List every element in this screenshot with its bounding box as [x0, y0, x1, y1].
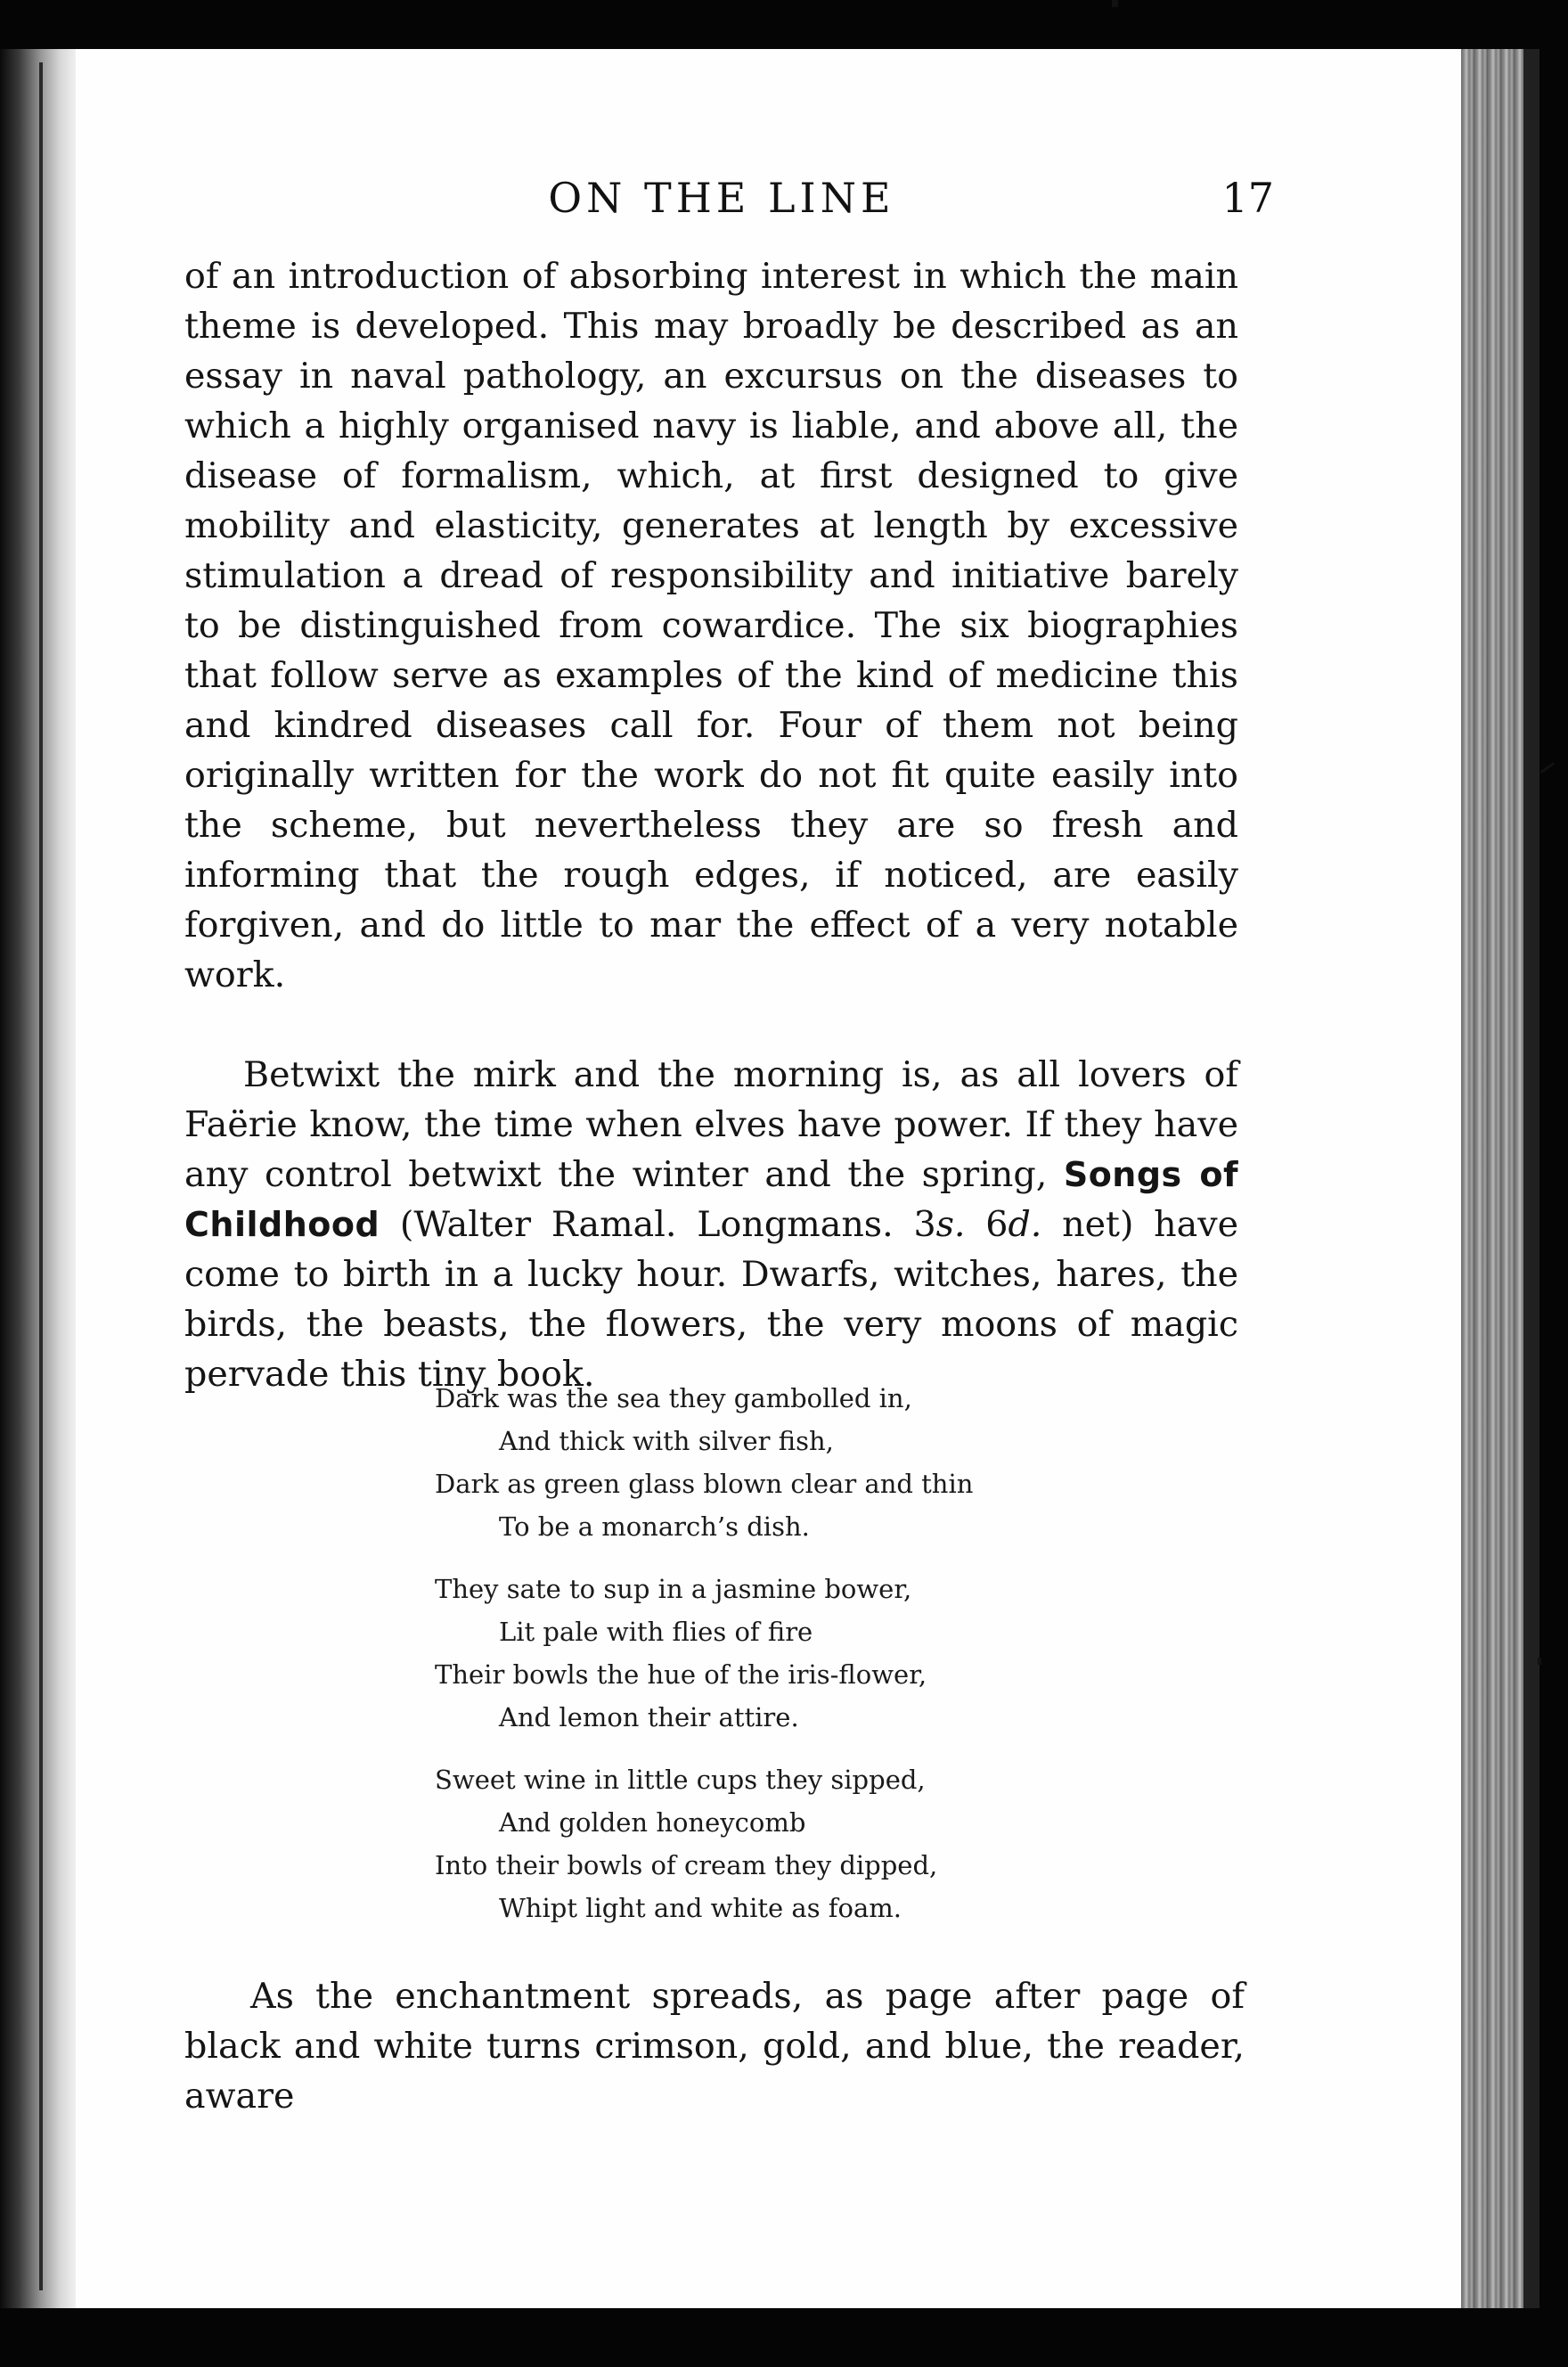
poem-line: Sweet wine in little cups they sipped, [435, 1765, 926, 1795]
scan-speck [1538, 1658, 1541, 1665]
binding-shadow [39, 62, 43, 2290]
pence-abbrev: d. [1008, 1204, 1042, 1245]
poem-stanza-2 [435, 1568, 1058, 1739]
poem [435, 1377, 1058, 1949]
poem-line: Lit pale with flies of fire [499, 1617, 813, 1647]
paragraph-2-text: Betwixt the mirk and the morning is, as all lovers of Faërie know, the time when elves have power. If they have any control betwixt the winter and the spring, [184, 1054, 1238, 1195]
shillings-abbrev: s. [935, 1204, 966, 1245]
paragraph-2-text: net) have come to birth in a lucky hour. Dwarfs, witches, hares, the birds, the beasts, the flowers, the very moons of magic pervade this tiny book. [184, 1204, 1239, 1395]
poem-line: Dark as green glass blown clear and thin [435, 1469, 974, 1499]
poem-line: And golden honeycomb [499, 1807, 806, 1838]
poem-line: And thick with silver fish, [499, 1426, 834, 1456]
poem-line: And lemon their attire. [499, 1702, 799, 1732]
body-text [184, 251, 1238, 1399]
paragraph-3: As the enchantment spreads, as page after page of black and white turns crimson, gold, and blue, the reader, aware [184, 1976, 1245, 2117]
book-title: Songs of Childhood [184, 1155, 1238, 1244]
poem-line: To be a monarch’s dish. [499, 1511, 810, 1542]
running-title: ON THE LINE [548, 174, 895, 222]
paragraph-2-text: 6 [965, 1204, 1009, 1245]
body-text-continued [184, 1971, 1245, 2121]
poem-stanza-3 [435, 1758, 1058, 1929]
poem-line: Dark was the sea they gambolled in, [435, 1383, 912, 1413]
page-fore-edge-shadow [1523, 49, 1539, 2308]
poem-line: Whipt light and white as foam. [499, 1893, 902, 1923]
scan-speck [1112, 0, 1118, 7]
paragraph-1: of an introduction of absorbing interest in which the main theme is developed. This may broadly be described as an essay in naval pathology, an excursus on the diseases to which a highly organised navy is liable, and above all, the disease of formalism, which, at first designed to give mobility and elasticity, generates at length by excessive stimulation a dread of responsibility and initiative barely to be distinguished from cowardice. The six biographies that follow serve as examples of the kind of medicine this and kindred diseases call for. Four of them not being originally written for the work do not fit quite easily into the scheme, but nevertheless they are so fresh and informing that the rough edges, if noticed, are easily forgiven, and do little to mar the effect of a very notable work. [184, 256, 1238, 995]
poem-line: Into their bowls of cream they dipped, [435, 1850, 938, 1880]
poem-line: Their bowls the hue of the iris-flower, [435, 1659, 927, 1690]
paragraph-2-text: (Walter Ramal. Longmans. 3 [380, 1204, 936, 1245]
poem-stanza-1 [435, 1377, 1058, 1548]
scan-speck [1540, 762, 1555, 774]
page-header [187, 174, 1274, 236]
poem-line: They sate to sup in a jasmine bower, [435, 1574, 912, 1604]
left-page-edge [0, 49, 76, 2308]
paragraph-2 [184, 1050, 1238, 1399]
page-number: 17 [1221, 174, 1274, 222]
